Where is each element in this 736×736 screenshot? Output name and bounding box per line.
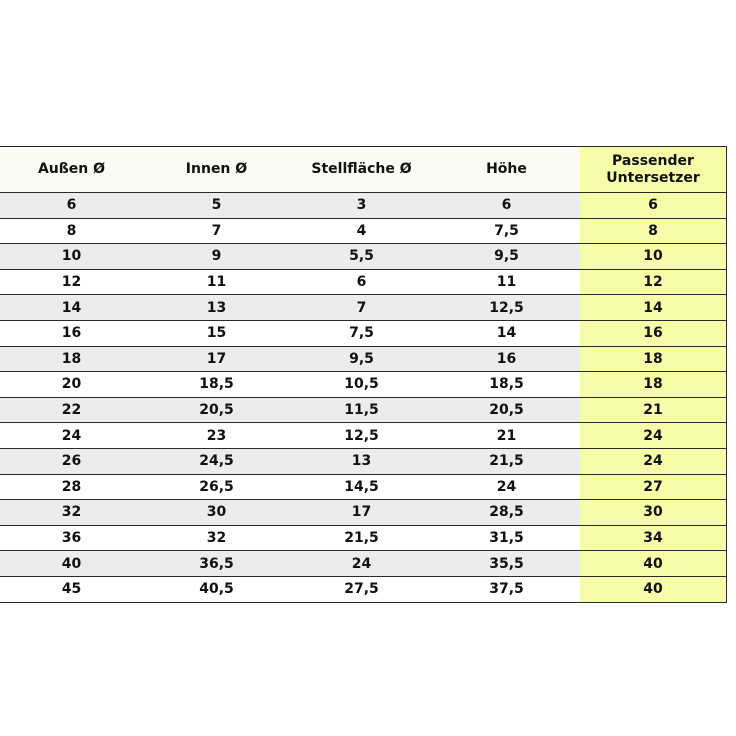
- cell-innen: 5: [143, 193, 290, 219]
- cell-hoehe: 7,5: [433, 218, 580, 244]
- cell-innen: 30: [143, 500, 290, 526]
- cell-aussen: 32: [0, 500, 143, 526]
- cell-aussen: 12: [0, 269, 143, 295]
- cell-innen: 11: [143, 269, 290, 295]
- cell-untersetzer: 8: [580, 218, 726, 244]
- cell-hoehe: 37,5: [433, 576, 580, 601]
- cell-innen: 9: [143, 244, 290, 270]
- cell-aussen: 8: [0, 218, 143, 244]
- header-stellflaeche-label: Stellfläche Ø: [311, 161, 412, 177]
- cell-hoehe: 35,5: [433, 551, 580, 577]
- table-row: [0, 423, 726, 449]
- cell-stellflaeche: 7,5: [290, 320, 433, 346]
- cell-stellflaeche: 9,5: [290, 346, 433, 372]
- cell-hoehe: 21,5: [433, 448, 580, 474]
- cell-hoehe: 28,5: [433, 500, 580, 526]
- size-table: [0, 146, 727, 603]
- cell-untersetzer: 21: [580, 397, 726, 423]
- header-aussen: [0, 147, 143, 193]
- cell-aussen: 18: [0, 346, 143, 372]
- cell-aussen: 36: [0, 525, 143, 551]
- cell-hoehe: 12,5: [433, 295, 580, 321]
- table-row: [0, 397, 726, 423]
- cell-untersetzer: 18: [580, 372, 726, 398]
- table-row: [0, 244, 726, 270]
- cell-innen: 23: [143, 423, 290, 449]
- cell-stellflaeche: 24: [290, 551, 433, 577]
- cell-stellflaeche: 27,5: [290, 576, 433, 601]
- cell-aussen: 6: [0, 193, 143, 219]
- cell-aussen: 45: [0, 576, 143, 601]
- cell-stellflaeche: 7: [290, 295, 433, 321]
- header-untersetzer-line2: Untersetzer: [606, 169, 700, 186]
- cell-untersetzer: 30: [580, 500, 726, 526]
- table-row: [0, 525, 726, 551]
- table-row: [0, 372, 726, 398]
- table-row: [0, 448, 726, 474]
- cell-hoehe: 24: [433, 474, 580, 500]
- table-row: [0, 295, 726, 321]
- cell-untersetzer: 10: [580, 244, 726, 270]
- cell-stellflaeche: 14,5: [290, 474, 433, 500]
- cell-hoehe: 14: [433, 320, 580, 346]
- header-untersetzer-line1: Passender: [612, 152, 694, 169]
- cell-innen: 36,5: [143, 551, 290, 577]
- cell-stellflaeche: 10,5: [290, 372, 433, 398]
- cell-hoehe: 16: [433, 346, 580, 372]
- cell-hoehe: 18,5: [433, 372, 580, 398]
- cell-stellflaeche: 17: [290, 500, 433, 526]
- table-row: [0, 474, 726, 500]
- cell-stellflaeche: 6: [290, 269, 433, 295]
- cell-aussen: 24: [0, 423, 143, 449]
- table-row: [0, 269, 726, 295]
- cell-aussen: 40: [0, 551, 143, 577]
- table-body: [0, 193, 726, 602]
- cell-innen: 32: [143, 525, 290, 551]
- cell-aussen: 16: [0, 320, 143, 346]
- table-row: [0, 218, 726, 244]
- cell-aussen: 10: [0, 244, 143, 270]
- table-row: [0, 346, 726, 372]
- table-row: [0, 500, 726, 526]
- cell-innen: 26,5: [143, 474, 290, 500]
- cell-stellflaeche: 11,5: [290, 397, 433, 423]
- header-innen-label: Innen Ø: [185, 161, 248, 177]
- header-hoehe-label: Höhe: [486, 161, 527, 177]
- header-stellflaeche: [290, 147, 433, 193]
- cell-innen: 15: [143, 320, 290, 346]
- cell-stellflaeche: 12,5: [290, 423, 433, 449]
- header-innen: [143, 147, 290, 193]
- cell-untersetzer: 12: [580, 269, 726, 295]
- size-table-grid: [0, 147, 726, 602]
- cell-stellflaeche: 21,5: [290, 525, 433, 551]
- cell-innen: 17: [143, 346, 290, 372]
- cell-aussen: 28: [0, 474, 143, 500]
- cell-aussen: 20: [0, 372, 143, 398]
- cell-untersetzer: 14: [580, 295, 726, 321]
- cell-stellflaeche: 4: [290, 218, 433, 244]
- cell-innen: 18,5: [143, 372, 290, 398]
- header-untersetzer: [580, 147, 726, 193]
- cell-innen: 24,5: [143, 448, 290, 474]
- table-row: [0, 320, 726, 346]
- cell-innen: 7: [143, 218, 290, 244]
- cell-untersetzer: 16: [580, 320, 726, 346]
- cell-aussen: 26: [0, 448, 143, 474]
- table-row: [0, 551, 726, 577]
- table-row: [0, 193, 726, 219]
- cell-hoehe: 20,5: [433, 397, 580, 423]
- cell-untersetzer: 24: [580, 448, 726, 474]
- cell-untersetzer: 40: [580, 551, 726, 577]
- cell-untersetzer: 34: [580, 525, 726, 551]
- cell-hoehe: 9,5: [433, 244, 580, 270]
- cell-hoehe: 6: [433, 193, 580, 219]
- table-row: [0, 576, 726, 601]
- cell-hoehe: 11: [433, 269, 580, 295]
- cell-hoehe: 31,5: [433, 525, 580, 551]
- cell-stellflaeche: 13: [290, 448, 433, 474]
- header-hoehe: [433, 147, 580, 193]
- cell-stellflaeche: 3: [290, 193, 433, 219]
- header-row: [0, 147, 726, 193]
- cell-untersetzer: 27: [580, 474, 726, 500]
- cell-untersetzer: 18: [580, 346, 726, 372]
- cell-innen: 20,5: [143, 397, 290, 423]
- header-aussen-label: Außen Ø: [37, 161, 106, 177]
- cell-hoehe: 21: [433, 423, 580, 449]
- cell-untersetzer: 6: [580, 193, 726, 219]
- cell-untersetzer: 40: [580, 576, 726, 601]
- cell-innen: 13: [143, 295, 290, 321]
- cell-untersetzer: 24: [580, 423, 726, 449]
- cell-stellflaeche: 5,5: [290, 244, 433, 270]
- cell-innen: 40,5: [143, 576, 290, 601]
- cell-aussen: 22: [0, 397, 143, 423]
- cell-aussen: 14: [0, 295, 143, 321]
